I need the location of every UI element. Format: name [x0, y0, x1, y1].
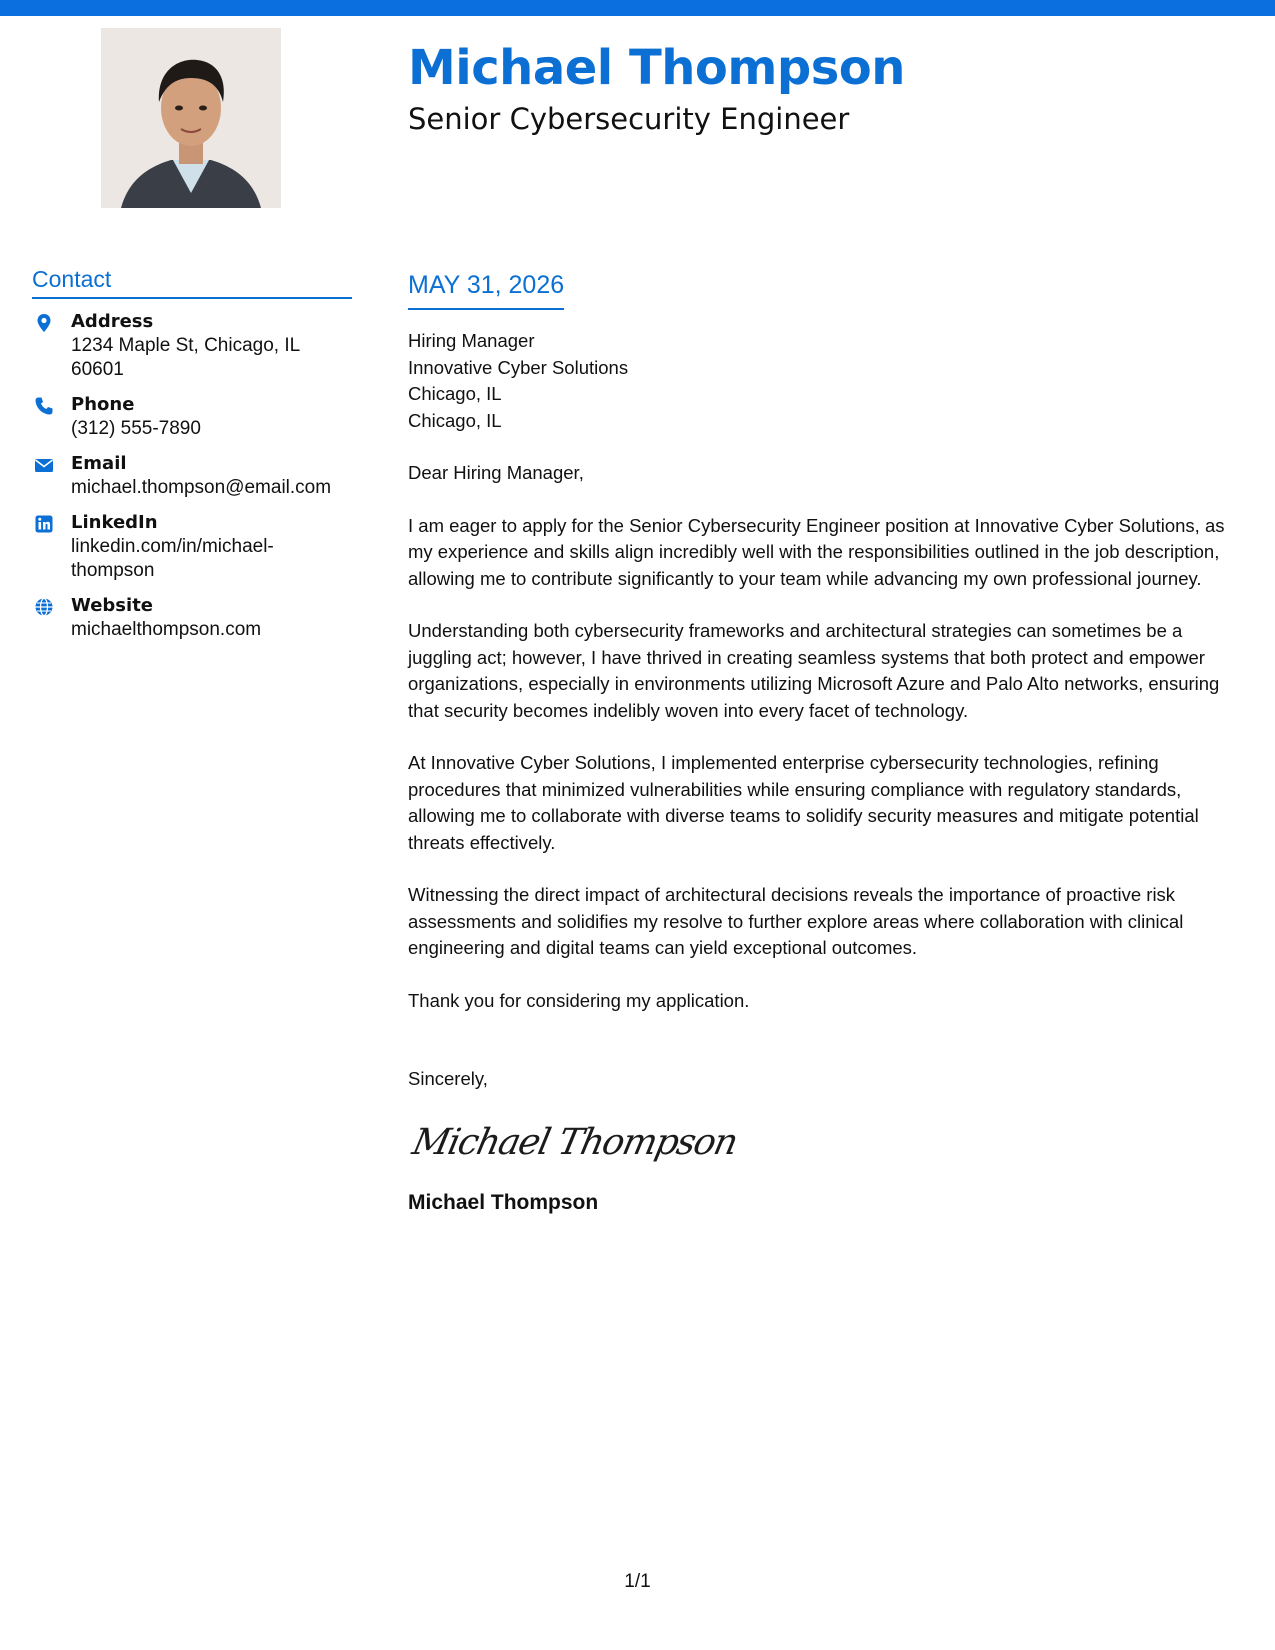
contact-label: Email [71, 453, 127, 474]
email-icon [34, 455, 54, 475]
contact-item-email [32, 452, 352, 500]
letter-paragraph: Thank you for considering my application. [408, 989, 750, 1011]
contact-item-website [32, 594, 352, 642]
letter-paragraph: At Innovative Cyber Solutions, I implemented enterprise cybersecurity technologies, refining procedures that minimized vulnerabilities while ensuring compliance with regulatory standards, allowing me to collaborate with diverse teams to solidify security measures and mitigate potential threats effectively. [408, 752, 1199, 853]
website-value[interactable]: michaelthompson.com [71, 619, 262, 640]
letter-paragraph: Witnessing the direct impact of architectural decisions reveals the importance of proactive risk assessments and solidifies my resolve to further explore areas where collaboration with clinical engineering and digital teams can yield exceptional outcomes. [408, 884, 1184, 958]
applicant-name: Michael Thompson [408, 40, 905, 96]
page-number: 1/1 [624, 1571, 651, 1592]
phone-value: (312) 555-7890 [71, 418, 201, 439]
contact-label: Address [71, 311, 154, 332]
salutation: Dear Hiring Manager, [408, 462, 584, 483]
contact-label: Website [71, 595, 154, 616]
recipient-line: Chicago, IL [408, 409, 502, 431]
contact-item-phone [32, 393, 352, 441]
contact-sidebar [32, 264, 352, 642]
recipient-line: Hiring Manager [408, 330, 535, 351]
linkedin-icon [34, 514, 54, 534]
handwritten-signature: Michael Thompson [408, 1121, 741, 1163]
signer-name: Michael Thompson [408, 1190, 599, 1214]
contact-heading: Contact [32, 264, 352, 299]
recipient-block [408, 328, 1240, 434]
contact-item-linkedin [32, 511, 352, 583]
contact-label: LinkedIn [71, 512, 158, 533]
letter-body [408, 268, 1240, 1217]
linkedin-value[interactable]: linkedin.com/in/michael-thompson [71, 536, 274, 581]
recipient-line: Innovative Cyber Solutions [408, 356, 629, 378]
applicant-job-title: Senior Cybersecurity Engineer [408, 102, 850, 136]
email-value[interactable]: michael.thompson@email.com [71, 477, 332, 498]
globe-icon [34, 597, 54, 617]
top-accent-bar [0, 0, 1275, 16]
letter-paragraph: Understanding both cybersecurity frameworks and architectural strategies can sometimes be a juggling act; however, I have thrived in creating seamless systems that both protect and empower organizations, especially in environments utilizing Microsoft Azure and Palo Alto networks, ensuring that security becomes indelibly woven into every facet of technology. [408, 620, 1220, 721]
phone-icon [34, 396, 54, 416]
contact-label: Phone [71, 394, 135, 415]
address-value: 1234 Maple St, Chicago, IL 60601 [71, 335, 300, 380]
profile-photo [101, 28, 281, 208]
contact-item-address [32, 310, 352, 382]
map-pin-icon [34, 313, 54, 333]
closing: Sincerely, [408, 1068, 488, 1089]
avatar-portrait [101, 28, 281, 208]
letter-paragraph: I am eager to apply for the Senior Cybersecurity Engineer position at Innovative Cyber Solutions, as my experience and skills align incredibly well with the responsibilities outlined in the job description, allowing me to contribute significantly to your team while advancing my own professional journey. [408, 514, 1225, 589]
recipient-line: Chicago, IL [408, 383, 502, 404]
letter-date: MAY 31, 2026 [408, 268, 564, 310]
